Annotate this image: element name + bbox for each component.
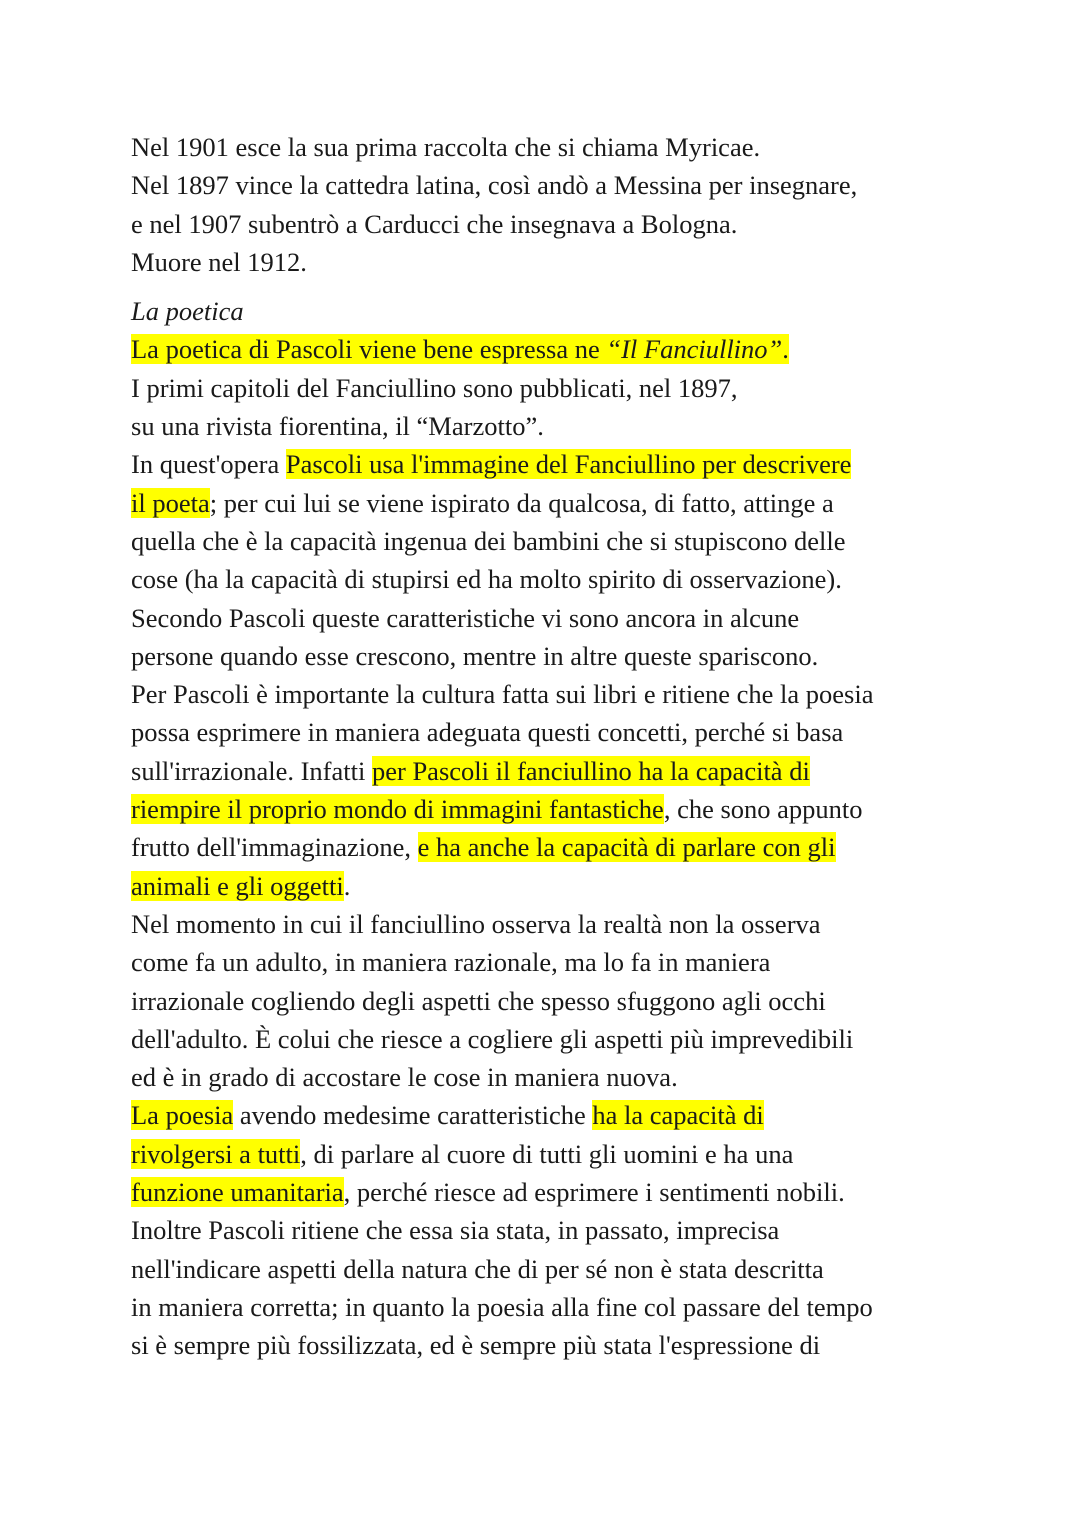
text-line — [131, 330, 1031, 368]
text-line: e nel 1907 subentrò a Carducci che insegnava a Bologna. — [131, 208, 738, 239]
text-line: in maniera corretta; in quanto la poesia alla fine col passare del tempo — [131, 1291, 873, 1322]
text-line: ed è in grado di accostare le cose in maniera nuova. — [131, 1062, 678, 1093]
text-line: nell'indicare aspetti della natura che di per sé non è stata descritta — [131, 1253, 824, 1284]
text-line: funzione umanitaria, perché riesce ad esprimere i sentimenti nobili. — [131, 1177, 845, 1208]
text-line: Nel 1901 esce la sua prima raccolta che si chiama Myricae. — [131, 132, 761, 162]
highlighted-text: ha la capacità di — [592, 1100, 764, 1131]
text-line: Nel 1897 vince la cattedra latina, così andò a Messina per insegnare, — [131, 170, 858, 201]
text-line: animali e gli oggetti. — [131, 870, 351, 901]
text-line: sull'irrazionale. Infatti per Pascoli il fanciullino ha la capacità di — [131, 755, 810, 786]
text-line: dell'adulto. È colui che riesce a cogliere gli aspetti più imprevedibili — [131, 1023, 854, 1054]
highlighted-text: La poesia — [131, 1100, 234, 1131]
highlighted-text: rivolgersi a tutti — [131, 1138, 301, 1169]
highlighted-text: per Pascoli il fanciullino ha la capacità di — [371, 755, 810, 786]
highlighted-text: riempire il proprio mondo di immagini fantastiche — [131, 794, 664, 825]
text-line: I primi capitoli del Fanciullino sono pubblicati, nel 1897, — [131, 372, 738, 403]
highlighted-text: funzione umanitaria — [131, 1177, 344, 1208]
document-page — [131, 128, 1031, 1365]
highlighted-text: Pascoli usa l'immagine del Fanciullino per descrivere — [285, 449, 852, 480]
text-line: Inoltre Pascoli ritiene che essa sia stata, in passato, imprecisa — [131, 1215, 780, 1246]
text-line: cose (ha la capacità di stupirsi ed ha molto spirito di osservazione). — [131, 564, 842, 595]
text-line: La poesia avendo medesime caratteristiche ha la capacità di — [131, 1100, 764, 1131]
text-line: Per Pascoli è importante la cultura fatta sui libri e ritiene che la poesia — [131, 679, 874, 710]
text-line: persone quando esse crescono, mentre in altre queste spariscono. — [131, 640, 819, 671]
text-line: Muore nel 1912. — [131, 246, 307, 277]
text-line: irrazionale cogliendo degli aspetti che spesso sfuggono agli occhi — [131, 985, 826, 1016]
highlighted-text: La poetica di Pascoli viene bene espressa ne “Il Fanciullino”. — [131, 334, 789, 365]
highlighted-text: il poeta — [131, 487, 210, 518]
book-title: “Il Fanciullino” — [606, 334, 783, 365]
text-line: quella che è la capacità ingenua dei bambini che si stupiscono delle — [131, 525, 846, 556]
text-line: Secondo Pascoli queste caratteristiche vi sono ancora in alcune — [131, 602, 800, 633]
text-line: si è sempre più fossilizzata, ed è sempre più stata l'espressione di — [131, 1330, 821, 1361]
text-line: su una rivista fiorentina, il “Marzotto”. — [131, 411, 544, 442]
section-heading: La poetica — [131, 296, 244, 327]
highlighted-text: animali e gli oggetti — [131, 870, 344, 901]
text-line: Nel momento in cui il fanciullino osserva la realtà non la osserva — [131, 908, 821, 939]
text-line: il poeta; per cui lui se viene ispirato da qualcosa, di fatto, attinge a — [131, 487, 834, 518]
text-line: frutto dell'immaginazione, e ha anche la capacità di parlare con gli — [131, 832, 836, 863]
text-line: riempire il proprio mondo di immagini fantastiche, che sono appunto — [131, 794, 863, 825]
text-line: rivolgersi a tutti, di parlare al cuore di tutti gli uomini e ha una — [131, 1138, 794, 1169]
text-line: come fa un adulto, in maniera razionale, ma lo fa in maniera — [131, 947, 771, 978]
highlighted-text: e ha anche la capacità di parlare con gli — [417, 832, 836, 863]
text-line: In quest'opera Pascoli usa l'immagine del Fanciullino per descrivere — [131, 449, 852, 480]
text-line: possa esprimere in maniera adeguata questi concetti, perché si basa — [131, 717, 844, 748]
